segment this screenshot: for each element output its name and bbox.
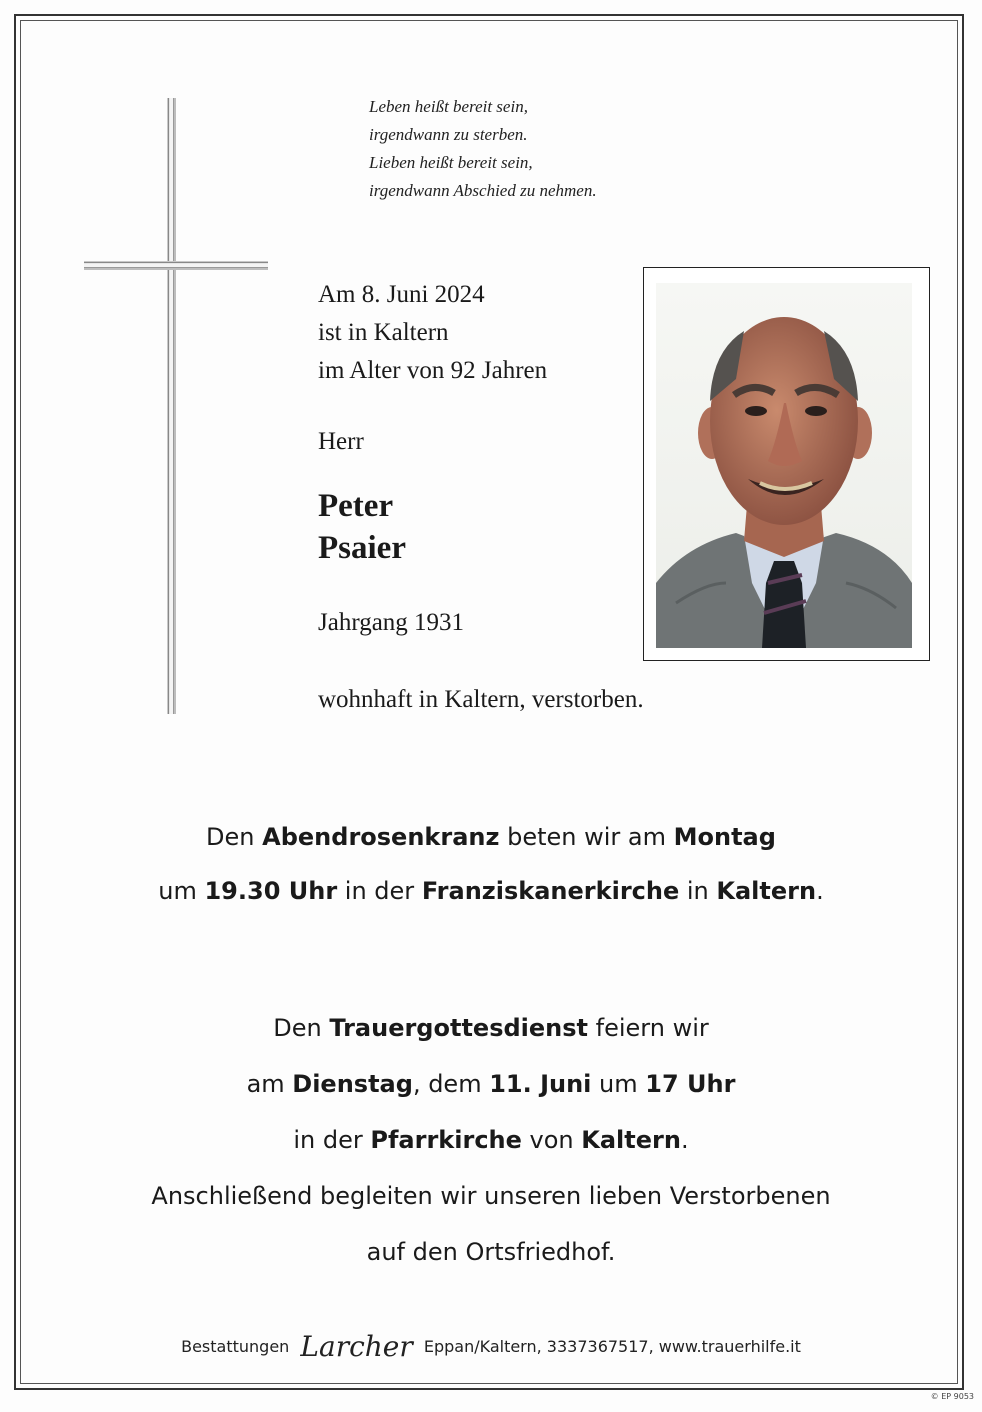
footer-contact: Eppan/Kaltern, 3337367517, www.trauerhilfe.it <box>423 1337 801 1356</box>
text: beten wir am <box>499 823 674 851</box>
mass-line-3 <box>40 1112 942 1168</box>
text: Den <box>206 823 263 851</box>
event-name: Trauergottesdienst <box>329 1014 589 1042</box>
text: feiern wir <box>588 1014 709 1042</box>
mass-line-4: Anschließend begleiten wir unseren lieben Verstorbenen <box>151 1182 831 1210</box>
event-name: Abendrosenkranz <box>262 823 500 851</box>
death-place: ist in Kaltern <box>318 319 449 346</box>
portrait-photo <box>656 283 912 648</box>
event-church: Pfarrkirche <box>370 1126 522 1154</box>
print-code: © EP 9053 <box>930 1392 974 1401</box>
deceased-name <box>318 485 406 569</box>
event-town: Kaltern <box>581 1126 681 1154</box>
mass-line-2 <box>40 1056 942 1112</box>
age-at-death: im Alter von 92 Jahren <box>318 357 548 384</box>
funeral-mass-announcement <box>40 1000 942 1280</box>
footer-prefix: Bestattungen <box>181 1337 290 1356</box>
poem-line: irgendwann zu sterben. <box>369 125 528 144</box>
event-church: Franziskanerkirche <box>421 877 680 905</box>
rosary-announcement <box>40 810 942 918</box>
poem-line: Leben heißt bereit sein, <box>369 97 528 116</box>
text: in der <box>337 877 422 905</box>
death-notice-intro <box>318 276 547 390</box>
event-day: Montag <box>673 823 776 851</box>
event-day: Dienstag <box>292 1070 413 1098</box>
poem-line: Lieben heißt bereit sein, <box>369 153 533 172</box>
poem <box>369 93 597 205</box>
text: in der <box>293 1126 371 1154</box>
death-date: Am 8. Juni 2024 <box>318 281 485 308</box>
text: . <box>680 1126 689 1154</box>
poem-line: irgendwann Abschied zu nehmen. <box>369 181 597 200</box>
residence: wohnhaft in Kaltern, verstorben. <box>318 686 644 713</box>
rosary-line-1 <box>40 810 942 864</box>
mass-line-5: auf den Ortsfriedhof. <box>366 1238 616 1266</box>
funeral-home-logo: Larcher <box>300 1330 413 1363</box>
text: Den <box>273 1014 330 1042</box>
text: . <box>816 877 824 905</box>
text: um <box>158 877 205 905</box>
footer <box>40 1330 942 1363</box>
event-town: Kaltern <box>716 877 817 905</box>
event-time: 19.30 Uhr <box>204 877 338 905</box>
birth-year: Jahrgang 1931 <box>318 609 465 636</box>
cross-icon-bar <box>84 261 268 270</box>
text: am <box>246 1070 293 1098</box>
text: um <box>591 1070 646 1098</box>
event-time: 17 Uhr <box>645 1070 736 1098</box>
text: von <box>521 1126 582 1154</box>
first-name: Peter <box>318 488 394 524</box>
cross-icon <box>167 98 176 714</box>
rosary-line-2 <box>40 864 942 918</box>
last-name: Psaier <box>318 530 406 566</box>
mass-line-1 <box>40 1000 942 1056</box>
text: , dem <box>412 1070 490 1098</box>
event-date: 11. Juni <box>489 1070 592 1098</box>
salutation: Herr <box>318 428 364 455</box>
text: in <box>679 877 717 905</box>
